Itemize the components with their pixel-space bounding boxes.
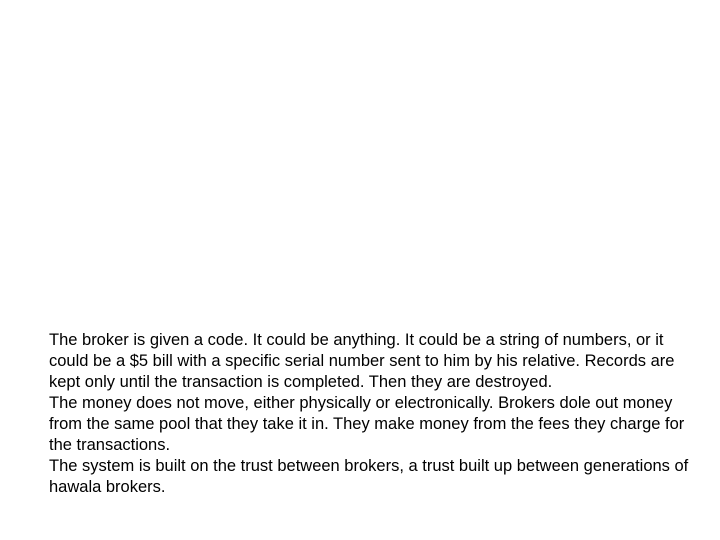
paragraph-money-movement: The money does not move, either physically or electronically. Brokers dole out money from the same pool that they take it in. They make money from the fees they charge for the transactions.	[49, 394, 685, 454]
paragraph-trust-system: The system is built on the trust between brokers, a trust built up between generations of hawala brokers.	[49, 457, 689, 496]
slide-body-text	[49, 330, 699, 498]
paragraph-broker-code: The broker is given a code. It could be anything. It could be a string of numbers, or it could be a $5 bill with a specific serial number sent to him by his relative. Records are kept only until the transaction is completed. Then they are destroyed.	[49, 331, 675, 391]
